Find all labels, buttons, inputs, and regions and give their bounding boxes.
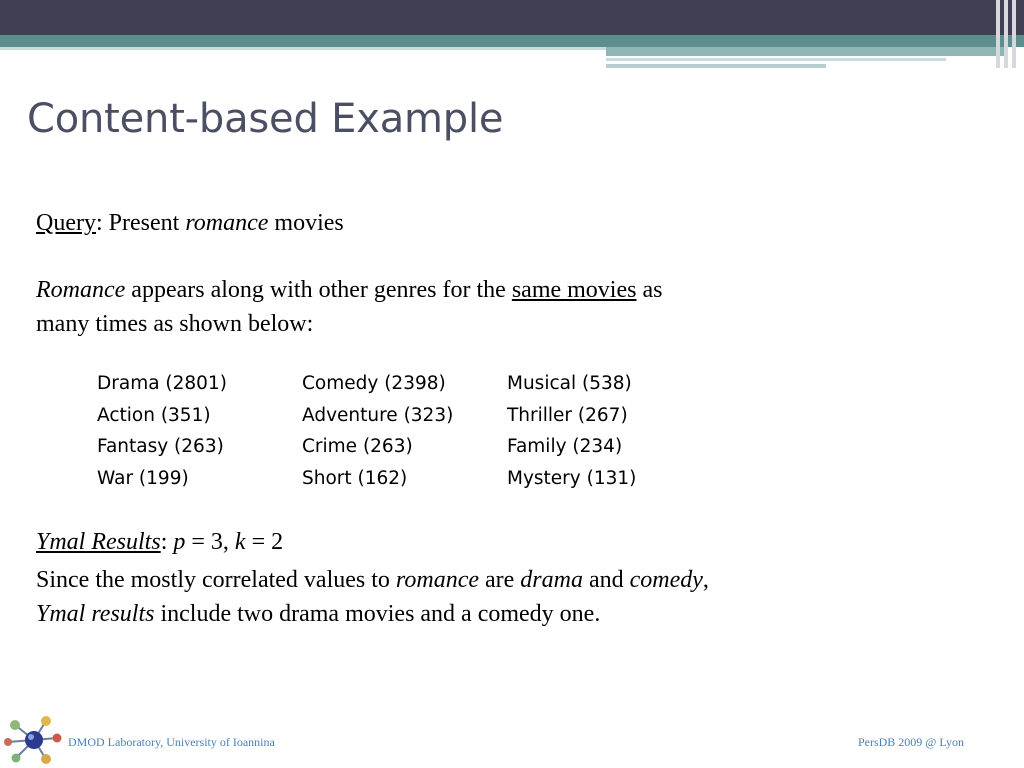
param-k-value: = 2 [245, 529, 284, 555]
paragraph-2-line-1 [36, 563, 709, 597]
ymal-label: Ymal Results [36, 529, 161, 555]
genre-cell: Drama (2801) [97, 373, 227, 395]
molecule-logo-icon [2, 712, 64, 768]
query-emphasis: romance [185, 210, 269, 236]
footer-conference: PersDB 2009 @ Lyon [857, 735, 964, 749]
header-bar [0, 0, 1024, 35]
header-stripe [0, 35, 1024, 47]
genre-cell: Fantasy (263) [97, 436, 224, 458]
query-label: Query [36, 210, 96, 236]
header-stripe-thin [606, 58, 946, 61]
query-line [36, 206, 344, 240]
header-vertical-line [1004, 0, 1008, 68]
slide-title: Content-based Example [27, 96, 504, 142]
param-p: p [173, 529, 186, 555]
genre-cell: Crime (263) [302, 436, 413, 458]
query-text-end: movies [268, 210, 344, 236]
romance-emphasis-2: romance [395, 567, 479, 593]
header-vertical-line [1012, 0, 1016, 68]
drama-emphasis: drama [520, 567, 583, 593]
paragraph-2-text: Since the mostly correlated values to [36, 567, 396, 593]
footer-lab-name: DMOD Laboratory, University of Ioannina [68, 735, 275, 749]
ymal-colon: : [160, 529, 174, 555]
header-stripe-light [0, 47, 606, 50]
ymal-results-emphasis: Ymal results [36, 601, 155, 627]
paragraph-1-line-1 [36, 273, 662, 307]
genre-cell: Action (351) [97, 404, 211, 426]
paragraph-1-text-end: as [636, 277, 663, 303]
header-stripe-right [606, 47, 1006, 56]
paragraph-2-text: are [479, 567, 521, 593]
genre-cell: Musical (538) [507, 373, 632, 395]
genre-cell: Thriller (267) [507, 404, 628, 426]
param-p-value: = 3, [185, 529, 235, 555]
header-stripe-thin-2 [606, 64, 826, 68]
table-row [97, 400, 636, 432]
table-row [97, 431, 636, 463]
paragraph-1 [36, 273, 662, 341]
romance-emphasis: Romance [36, 277, 126, 303]
paragraph-2-text-end: include two drama movies and a comedy one. [154, 601, 601, 627]
table-row [97, 463, 636, 495]
paragraph-1-line-2: many times as shown below: [36, 311, 314, 337]
header-vertical-line [996, 0, 1000, 68]
genre-cell: Adventure (323) [302, 404, 454, 426]
paragraph-2 [36, 563, 709, 631]
ymal-results-line [36, 525, 283, 559]
genre-table [97, 368, 636, 494]
paragraph-2-text: , [702, 567, 709, 593]
genre-cell: Comedy (2398) [302, 373, 446, 395]
genre-cell: War (199) [97, 467, 189, 489]
paragraph-2-line-2 [36, 597, 709, 631]
query-text: : Present [95, 210, 186, 236]
same-movies-underline: same movies [511, 277, 637, 303]
paragraph-1-text: appears along with other genres for the [125, 277, 512, 303]
param-k: k [234, 529, 246, 555]
genre-cell: Short (162) [302, 467, 408, 489]
genre-cell: Family (234) [507, 436, 623, 458]
paragraph-2-text: and [582, 567, 630, 593]
genre-cell: Mystery (131) [507, 467, 637, 489]
table-row [97, 368, 636, 400]
comedy-emphasis: comedy [629, 567, 703, 593]
